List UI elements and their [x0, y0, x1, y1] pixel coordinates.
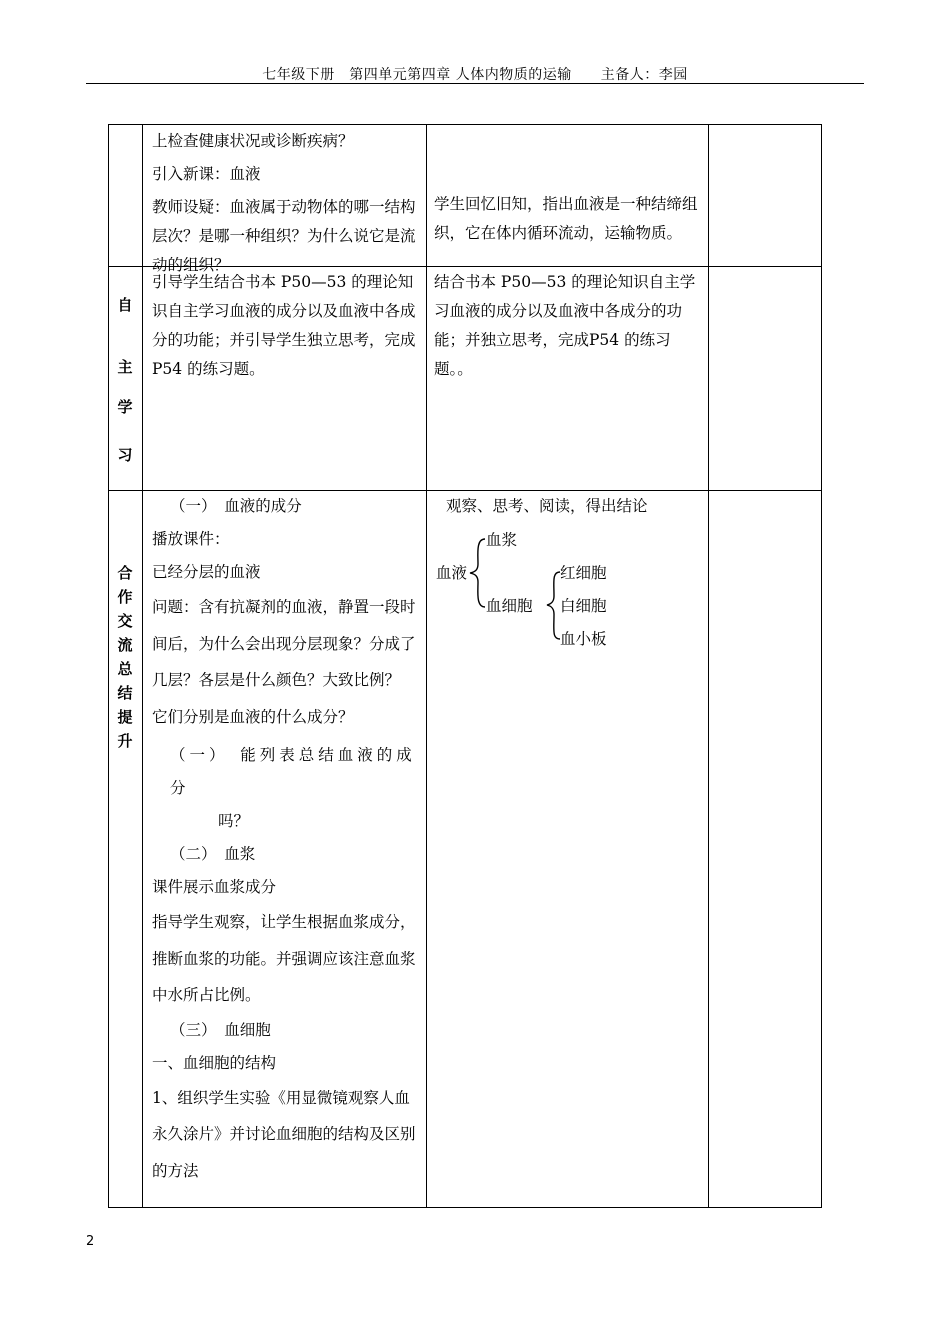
row3-teacher-line: （二） 血浆 — [170, 845, 256, 863]
row3-label-char: 作 — [117, 588, 133, 606]
table-divider-teacher — [426, 124, 427, 1208]
row3-teacher-line: 播放课件： — [152, 530, 230, 548]
row3-teacher-line: （一） 能列表总结血液的成分 — [170, 746, 416, 797]
row2-student-text: 结合书本 P50—53 的理论知识自主学习血液的成分以及血液中各成分的功能；并独立思考，完成P54 的练习题。。 — [434, 273, 696, 378]
row2-label-char: 自 — [117, 296, 133, 314]
row2-teacher-cell — [152, 268, 420, 384]
row3-label-char: 总 — [117, 660, 133, 678]
row3-teacher-line: （三） 血细胞 — [170, 1020, 271, 1039]
lesson-table — [108, 124, 822, 1208]
diagram-cell-type: 白细胞 — [560, 597, 607, 615]
row2-teacher-text: 引导学生结合书本 P50—53 的理论知识自主学习血液的成分以及血液中各成分的功能；并引导学生独立思考，完成P54 的练习题。 — [152, 273, 416, 378]
row3-teacher-line: 一、血细胞的结构 — [152, 1053, 277, 1072]
row3-label-char: 合 — [117, 564, 133, 582]
row1-teacher-line: 引入新课：血液 — [152, 165, 261, 183]
diagram-plasma: 血浆 — [486, 531, 518, 549]
row2-label-char: 学 — [117, 398, 133, 416]
row3-teacher-line: 问题：含有抗凝剂的血液，静置一段时间后，为什么会出现分层现象？分成了几层？各层是什么颜色？大致比例？ 它们分别是血液的什么成分？ — [152, 598, 416, 726]
page-number: 2 — [86, 1234, 95, 1249]
brace-blood — [470, 539, 485, 607]
row2-label-char: 习 — [117, 446, 133, 464]
row1-teacher-cell — [152, 127, 420, 280]
row2-student-cell — [434, 268, 704, 384]
row3-label-char: 升 — [117, 732, 133, 750]
row1-teacher-line: 教师设疑：血液属于动物体的哪一结构层次？是哪一种组织？为什么说它是流动的组织？ — [152, 198, 416, 274]
table-divider-label — [142, 124, 143, 1208]
header-rule — [86, 83, 864, 84]
row1-teacher-line: 上检查健康状况或诊断疾病？ — [152, 132, 354, 150]
row3-teacher-line: 1、组织学生实验《用显微镜观察人血永久涂片》并讨论血细胞的结构及区别的方法 — [152, 1088, 416, 1180]
row3-student-intro: 观察、思考、阅读，得出结论 — [446, 497, 648, 515]
page-header: 七年级下册 第四单元第四章 人体内物质的运输 主备人：李园 — [262, 67, 688, 83]
row1-student-cell — [434, 190, 704, 248]
row1-student-text: 学生回忆旧知，指出血液是一种结缔组织，它在体内循环流动，运输物质。 — [434, 195, 698, 242]
row3-teacher-line: 指导学生观察，让学生根据血浆成分，推断血浆的功能。并强调应该注意血浆中水所占比例。 — [152, 913, 416, 1004]
diagram-cell-type: 红细胞 — [560, 564, 607, 582]
row3-label-char: 结 — [117, 684, 133, 702]
brace-blood-cells — [547, 572, 560, 639]
table-border-top — [108, 124, 822, 125]
diagram-root: 血液 — [436, 564, 468, 582]
table-border-right — [821, 124, 822, 1208]
row3-teacher-line: （一） 血液的成分 — [170, 497, 302, 515]
table-divider-student — [708, 124, 709, 1208]
row3-label-char: 流 — [117, 636, 133, 654]
diagram-cell-type: 血小板 — [560, 630, 607, 648]
row3-teacher-cell — [152, 490, 420, 1189]
diagram-cells: 血细胞 — [486, 597, 533, 615]
row3-label-char: 交 — [117, 612, 133, 630]
row3-teacher-line: 已经分层的血液 — [152, 563, 261, 581]
table-border-bottom — [108, 1207, 822, 1208]
row3-teacher-line: 课件展示血浆成分 — [152, 878, 277, 896]
diagram-braces — [468, 524, 568, 659]
row3-label-char: 提 — [117, 708, 133, 726]
row2-label-char: 主 — [117, 358, 133, 376]
row3-teacher-line: 吗？ — [218, 812, 250, 830]
